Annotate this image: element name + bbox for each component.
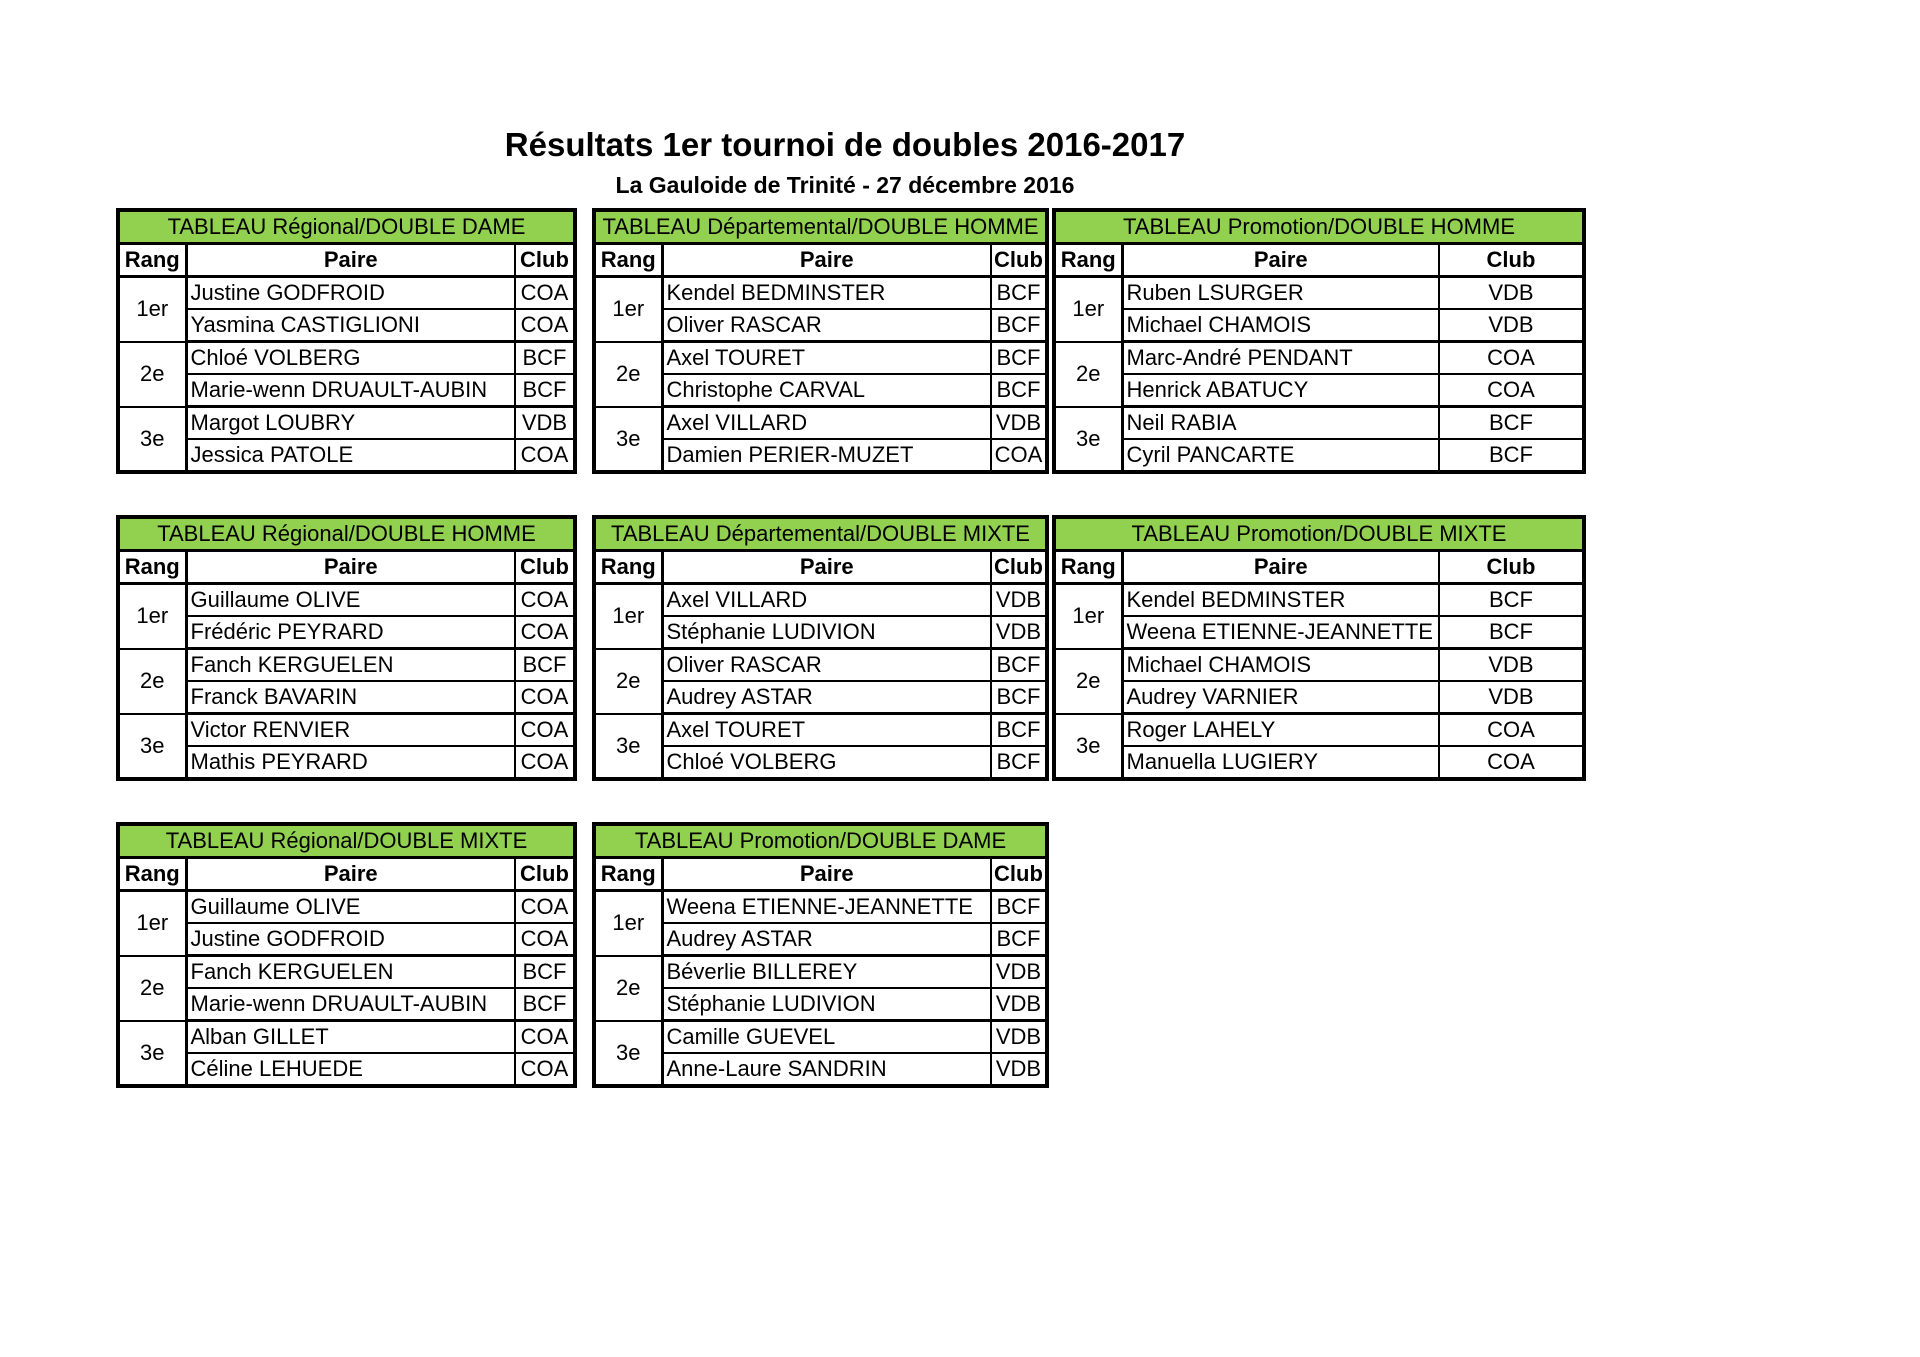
header-rang: Rang (118, 551, 186, 584)
player-name: Cyril PANCARTE (1122, 439, 1439, 472)
table-row (1054, 439, 1584, 472)
player-name: Fanch KERGUELEN (186, 956, 515, 989)
club-code: BCF (991, 891, 1047, 924)
table-row (118, 309, 575, 342)
player-name: Mathis PEYRARD (186, 746, 515, 779)
club-code: BCF (515, 342, 575, 375)
club-code: BCF (991, 342, 1047, 375)
club-code: BCF (515, 956, 575, 989)
player-name: Frédéric PEYRARD (186, 616, 515, 649)
table-row (118, 342, 575, 375)
club-code: VDB (991, 1053, 1047, 1086)
player-name: Kendel BEDMINSTER (662, 277, 991, 310)
rank-cell: 2e (118, 342, 186, 407)
table-row (118, 374, 575, 407)
player-name: Chloé VOLBERG (662, 746, 991, 779)
player-name: Audrey ASTAR (662, 681, 991, 714)
club-code: BCF (1439, 616, 1584, 649)
rank-cell: 3e (594, 714, 662, 780)
player-name: Christophe CARVAL (662, 374, 991, 407)
table-row (1054, 374, 1584, 407)
table-title: TABLEAU Promotion/DOUBLE HOMME (1054, 210, 1584, 244)
table-row (1054, 649, 1584, 682)
player-name: Weena ETIENNE-JEANNETTE (662, 891, 991, 924)
table-row (594, 616, 1047, 649)
table-row (118, 988, 575, 1021)
table-row (118, 681, 575, 714)
club-code: COA (515, 714, 575, 747)
club-code: COA (1439, 746, 1584, 779)
results-table (1052, 515, 1586, 781)
player-name: Margot LOUBRY (186, 407, 515, 440)
player-name: Céline LEHUEDE (186, 1053, 515, 1086)
table-row (594, 1021, 1047, 1054)
table-row (1054, 407, 1584, 440)
table-row (118, 956, 575, 989)
player-name: Weena ETIENNE-JEANNETTE (1122, 616, 1439, 649)
table-title: TABLEAU Départemental/DOUBLE HOMME (594, 210, 1047, 244)
club-code: COA (515, 616, 575, 649)
table-row (118, 649, 575, 682)
header-club: Club (991, 551, 1047, 584)
rank-cell: 3e (118, 1021, 186, 1087)
club-code: BCF (515, 374, 575, 407)
header-paire: Paire (662, 858, 991, 891)
rank-cell: 1er (1054, 277, 1122, 342)
header-club: Club (1439, 551, 1584, 584)
rank-cell: 2e (1054, 342, 1122, 407)
player-name: Michael CHAMOIS (1122, 309, 1439, 342)
club-code: COA (1439, 714, 1584, 747)
player-name: Anne-Laure SANDRIN (662, 1053, 991, 1086)
table-row (1054, 714, 1584, 747)
club-code: BCF (991, 374, 1047, 407)
rank-cell: 1er (1054, 584, 1122, 649)
table-row (1054, 309, 1584, 342)
table-row (1054, 277, 1584, 310)
table-row (1054, 342, 1584, 375)
results-table (592, 822, 1049, 1088)
rank-cell: 2e (594, 649, 662, 714)
player-name: Oliver RASCAR (662, 309, 991, 342)
table-row (594, 407, 1047, 440)
header-club: Club (515, 244, 575, 277)
player-name: Stéphanie LUDIVION (662, 616, 991, 649)
player-name: Ruben LSURGER (1122, 277, 1439, 310)
club-code: VDB (991, 616, 1047, 649)
table-row (118, 1053, 575, 1086)
rank-cell: 2e (594, 956, 662, 1021)
rank-cell: 3e (594, 407, 662, 473)
header-paire: Paire (186, 551, 515, 584)
player-name: Michael CHAMOIS (1122, 649, 1439, 682)
player-name: Victor RENVIER (186, 714, 515, 747)
player-name: Neil RABIA (1122, 407, 1439, 440)
table-row (118, 891, 575, 924)
club-code: BCF (1439, 407, 1584, 440)
player-name: Camille GUEVEL (662, 1021, 991, 1054)
table-title: TABLEAU Promotion/DOUBLE MIXTE (1054, 517, 1584, 551)
table-row (118, 714, 575, 747)
table-row (594, 277, 1047, 310)
results-table (116, 822, 577, 1088)
player-name: Jessica PATOLE (186, 439, 515, 472)
table-row (1054, 616, 1584, 649)
player-name: Yasmina CASTIGLIONI (186, 309, 515, 342)
club-code: BCF (1439, 439, 1584, 472)
player-name: Kendel BEDMINSTER (1122, 584, 1439, 617)
club-code: COA (515, 681, 575, 714)
player-name: Guillaume OLIVE (186, 891, 515, 924)
club-code: COA (515, 923, 575, 956)
header-club: Club (991, 244, 1047, 277)
header-paire: Paire (662, 551, 991, 584)
results-table (592, 208, 1049, 474)
table-title: TABLEAU Régional/DOUBLE DAME (118, 210, 575, 244)
table-row (594, 714, 1047, 747)
player-name: Oliver RASCAR (662, 649, 991, 682)
player-name: Fanch KERGUELEN (186, 649, 515, 682)
table-row (118, 439, 575, 472)
player-name: Justine GODFROID (186, 277, 515, 310)
table-title: TABLEAU Départemental/DOUBLE MIXTE (594, 517, 1047, 551)
club-code: VDB (1439, 309, 1584, 342)
club-code: VDB (991, 1021, 1047, 1054)
header-club: Club (515, 858, 575, 891)
club-code: VDB (515, 407, 575, 440)
table-row (594, 342, 1047, 375)
club-code: BCF (991, 923, 1047, 956)
player-name: Roger LAHELY (1122, 714, 1439, 747)
table-row (594, 439, 1047, 472)
rank-cell: 3e (1054, 407, 1122, 473)
player-name: Henrick ABATUCY (1122, 374, 1439, 407)
rank-cell: 3e (118, 407, 186, 473)
header-rang: Rang (1054, 244, 1122, 277)
table-row (594, 956, 1047, 989)
club-code: COA (1439, 342, 1584, 375)
rank-cell: 1er (594, 277, 662, 342)
player-name: Axel TOURET (662, 342, 991, 375)
player-name: Franck BAVARIN (186, 681, 515, 714)
club-code: COA (515, 746, 575, 779)
player-name: Stéphanie LUDIVION (662, 988, 991, 1021)
club-code: VDB (1439, 681, 1584, 714)
club-code: BCF (991, 649, 1047, 682)
club-code: BCF (1439, 584, 1584, 617)
player-name: Chloé VOLBERG (186, 342, 515, 375)
table-row (118, 1021, 575, 1054)
table-row (1054, 584, 1584, 617)
rank-cell: 2e (594, 342, 662, 407)
table-row (118, 923, 575, 956)
club-code: COA (515, 891, 575, 924)
player-name: Damien PERIER-MUZET (662, 439, 991, 472)
table-row (594, 891, 1047, 924)
player-name: Alban GILLET (186, 1021, 515, 1054)
player-name: Axel VILLARD (662, 407, 991, 440)
table-row (594, 584, 1047, 617)
table-row (594, 1053, 1047, 1086)
header-paire: Paire (662, 244, 991, 277)
rank-cell: 3e (118, 714, 186, 780)
results-table (592, 515, 1049, 781)
club-code: BCF (991, 277, 1047, 310)
table-row (118, 584, 575, 617)
rank-cell: 1er (594, 584, 662, 649)
table-row (118, 407, 575, 440)
results-table (1052, 208, 1586, 474)
document-title: Résultats 1er tournoi de doubles 2016-2017 (504, 126, 1186, 163)
header-rang: Rang (594, 244, 662, 277)
club-code: COA (515, 584, 575, 617)
rank-cell: 2e (118, 649, 186, 714)
club-code: VDB (991, 956, 1047, 989)
club-code: COA (515, 1053, 575, 1086)
header-club: Club (991, 858, 1047, 891)
header-paire: Paire (186, 858, 515, 891)
club-code: VDB (991, 584, 1047, 617)
club-code: COA (515, 1021, 575, 1054)
player-name: Justine GODFROID (186, 923, 515, 956)
table-row (594, 988, 1047, 1021)
club-code: BCF (991, 309, 1047, 342)
rank-cell: 2e (1054, 649, 1122, 714)
results-table (116, 208, 577, 474)
player-name: Guillaume OLIVE (186, 584, 515, 617)
results-table (116, 515, 577, 781)
rank-cell: 3e (1054, 714, 1122, 780)
table-row (594, 923, 1047, 956)
rank-cell: 1er (594, 891, 662, 956)
header-rang: Rang (594, 858, 662, 891)
player-name: Marc-André PENDANT (1122, 342, 1439, 375)
club-code: VDB (1439, 649, 1584, 682)
player-name: Marie-wenn DRUAULT-AUBIN (186, 988, 515, 1021)
rank-cell: 1er (118, 891, 186, 956)
table-row (1054, 681, 1584, 714)
club-code: COA (515, 309, 575, 342)
club-code: BCF (991, 746, 1047, 779)
table-row (594, 309, 1047, 342)
table-row (1054, 746, 1584, 779)
club-code: COA (1439, 374, 1584, 407)
player-name: Manuella LUGIERY (1122, 746, 1439, 779)
header-paire: Paire (186, 244, 515, 277)
player-name: Axel VILLARD (662, 584, 991, 617)
rank-cell: 1er (118, 584, 186, 649)
club-code: BCF (991, 714, 1047, 747)
club-code: VDB (1439, 277, 1584, 310)
club-code: COA (515, 277, 575, 310)
table-row (118, 616, 575, 649)
player-name: Axel TOURET (662, 714, 991, 747)
table-title: TABLEAU Régional/DOUBLE MIXTE (118, 824, 575, 858)
header-rang: Rang (1054, 551, 1122, 584)
rank-cell: 3e (594, 1021, 662, 1087)
club-code: COA (991, 439, 1047, 472)
table-row (594, 746, 1047, 779)
rank-cell: 2e (118, 956, 186, 1021)
document-subtitle: La Gauloide de Trinité - 27 décembre 2016 (615, 172, 1075, 198)
club-code: COA (515, 439, 575, 472)
player-name: Audrey ASTAR (662, 923, 991, 956)
table-title: TABLEAU Régional/DOUBLE HOMME (118, 517, 575, 551)
table-row (594, 681, 1047, 714)
header-rang: Rang (118, 858, 186, 891)
club-code: VDB (991, 988, 1047, 1021)
header-club: Club (1439, 244, 1584, 277)
player-name: Marie-wenn DRUAULT-AUBIN (186, 374, 515, 407)
club-code: BCF (991, 681, 1047, 714)
player-name: Audrey VARNIER (1122, 681, 1439, 714)
header-rang: Rang (118, 244, 186, 277)
table-row (594, 649, 1047, 682)
club-code: VDB (991, 407, 1047, 440)
table-title: TABLEAU Promotion/DOUBLE DAME (594, 824, 1047, 858)
header-rang: Rang (594, 551, 662, 584)
table-row (594, 374, 1047, 407)
header-paire: Paire (1122, 551, 1439, 584)
player-name: Béverlie BILLEREY (662, 956, 991, 989)
club-code: BCF (515, 988, 575, 1021)
table-row (118, 277, 575, 310)
table-row (118, 746, 575, 779)
rank-cell: 1er (118, 277, 186, 342)
header-paire: Paire (1122, 244, 1439, 277)
club-code: BCF (515, 649, 575, 682)
header-club: Club (515, 551, 575, 584)
